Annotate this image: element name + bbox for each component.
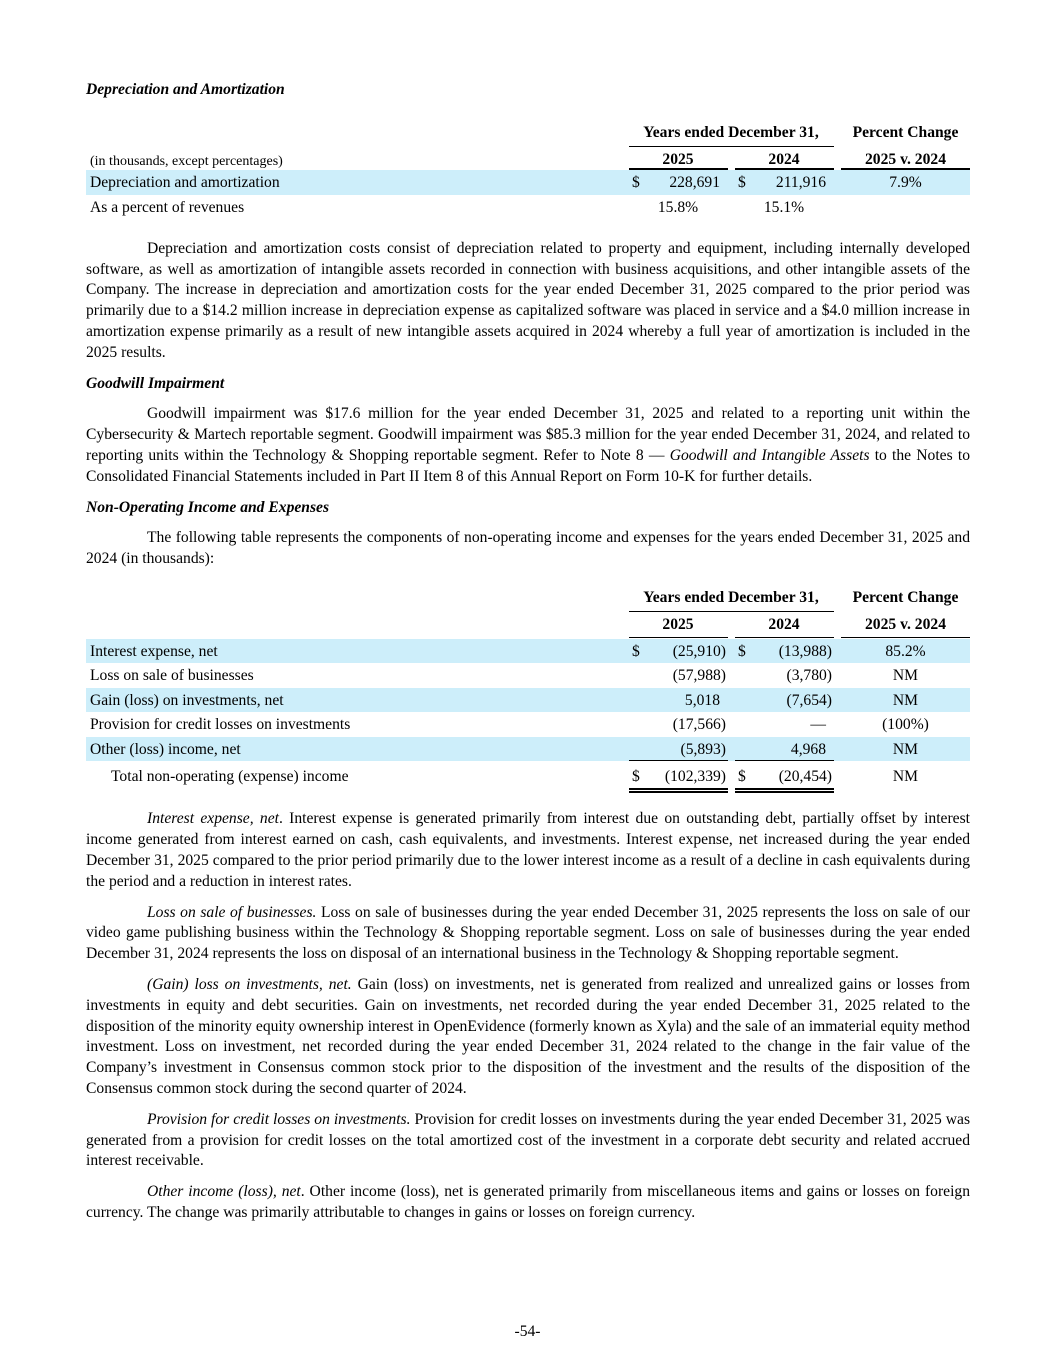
table-header-row: [86, 586, 970, 612]
paragraph-lead: (Gain) loss on investments, net.: [147, 976, 352, 994]
value-2025: 228,691: [669, 173, 720, 191]
row-label: As a percent of revenues: [90, 198, 245, 216]
col-2025: 2025: [662, 615, 694, 633]
paragraph-lead: Provision for credit losses on investments.: [147, 1110, 411, 1128]
table-row: [86, 663, 970, 688]
table-header-row: [86, 121, 970, 147]
paragraph-text: Loss on sale of businesses during the year ended December 31, 2025 represents the loss on sale of our video game publishing business within the Technology & Shopping reportable segment. Loss on sale of businesses during the year ended December 31, 2024 represents the loss on disposal of an international business in the Technology & Shopping reportable segment.: [86, 903, 971, 963]
paragraph-lead: Loss on sale of businesses.: [147, 903, 317, 921]
paragraph-lead: Interest expense, net: [147, 810, 279, 828]
page-number: -54-: [514, 1323, 541, 1340]
row-label: Other (loss) income, net: [90, 740, 241, 758]
section-heading-goodwill: Goodwill Impairment: [86, 374, 225, 392]
col-change: 2025 v. 2024: [864, 150, 946, 168]
interest-expense-paragraph: [86, 809, 970, 892]
nonoperating-intro: The following table represents the components of non-operating income and expenses for the years ended December 31, 2025 and 2024 (in thousands):: [86, 529, 970, 568]
goodwill-paragraph: [86, 404, 970, 487]
paragraph-text: . Interest expense is generated primarily from interest due on outstanding debt, partially offset by interest income generated from interest earned on cash, cash equivalents, and investments. Interest expense, net increased during the year ended December 31, 2025 compared to the prior period primarily due to the lower interest income as a result of a decline in cash equivalents during the period and a reduction in interest rates.: [86, 810, 970, 890]
dollar-sign: $: [738, 768, 746, 786]
value-2025: (57,988): [672, 667, 726, 685]
value-change: 85.2%: [885, 642, 926, 660]
goodwill-text-start: Goodwill impairment was $17.6 million for the year ended December 31, 2025 and related to a reporting unit within the Cybersecurity & Martech reportable segment. Goodwill impairment was $85.3 million for the year ended December 31, 2024, and related to reporting units within the Technology & Shopping reportable segment. Refer to Note 8 —: [86, 405, 970, 464]
row-label: Interest expense, net: [90, 642, 218, 660]
col-2024: 2024: [768, 150, 800, 168]
percent-change-header: Percent Change: [852, 588, 959, 606]
dollar-sign: $: [738, 173, 746, 191]
value-2024: (7,654): [786, 691, 832, 709]
total-change: NM: [892, 768, 919, 786]
depreciation-paragraph: Depreciation and amortization costs consist of depreciation related to property and equipment, including internally developed software, as well as amortization of intangible assets recorded in connection with business acquisitions, and other intangible assets of the Company. The increase in depreciation and amortization costs for the year ended December 31, 2025 compared to the prior period was primarily due to a $14.2 million increase in depreciation expense as capitalized software was placed in service and a $4.0 million increase in amortization expense primarily as a result of new intangible assets acquired in 2024 whereby a full year of amortization is included in the 2025 results.: [86, 239, 970, 361]
total-2025: (102,339): [664, 768, 726, 786]
goodwill-note-reference: Goodwill and Intangible Assets: [669, 446, 870, 464]
document-page: [86, 80, 970, 1234]
value-change: NM: [892, 740, 919, 758]
dollar-sign: $: [632, 768, 640, 786]
value-2024: —: [810, 716, 826, 734]
paragraph-text: . Other income (loss), net is generated primarily from miscellaneous items and gains or losses on foreign currency. The change was primarily attributable to changes in gains or losses on foreign currency.: [86, 1183, 970, 1221]
table-row: [86, 195, 970, 221]
value-2024: (3,780): [786, 667, 832, 685]
section-heading-nonoperating: Non-Operating Income and Expenses: [86, 498, 330, 516]
value-change: (100%): [882, 716, 929, 734]
col-2025: 2025: [662, 150, 694, 168]
total-2024: (20,454): [778, 768, 832, 786]
col-2024: 2024: [768, 615, 800, 633]
value-2025: 15.8%: [657, 198, 699, 216]
value-2025: (25,910): [672, 642, 726, 660]
section-heading-depreciation: Depreciation and Amortization: [86, 81, 285, 98]
value-2025: 5,018: [684, 691, 720, 709]
units-label: (in thousands, except percentages): [90, 153, 283, 169]
value-2024: (13,988): [778, 642, 832, 660]
depreciation-table: [86, 121, 970, 221]
percent-change-header: Percent Change: [852, 123, 959, 141]
row-label: Gain (loss) on investments, net: [90, 691, 284, 709]
value-change: NM: [892, 667, 919, 685]
value-2024: 15.1%: [763, 198, 805, 216]
credit-losses-paragraph: [86, 1110, 970, 1172]
value-2025: (5,893): [680, 740, 726, 758]
row-label: Provision for credit losses on investments: [90, 716, 351, 734]
paragraph-text: Provision for credit losses on investments during the year ended December 31, 2025 was generated from a provision for credit losses on the total amortized cost of the investment in a corporate debt security and related accrued interest receivable.: [86, 1110, 971, 1170]
years-ended-header: Years ended December 31,: [643, 123, 819, 141]
value-change: NM: [892, 691, 919, 709]
table-row: [86, 170, 970, 195]
row-label: Loss on sale of businesses: [90, 667, 254, 685]
dollar-sign: $: [738, 642, 746, 660]
other-income-paragraph: [86, 1182, 970, 1224]
table-row: [86, 712, 970, 737]
value-2025: (17,566): [672, 716, 726, 734]
dollar-sign: $: [632, 173, 640, 191]
table-subheader-row: [86, 612, 970, 639]
total-label: Total non-operating (expense) income: [111, 768, 349, 786]
goodwill-text-end: to the Notes to Consolidated Financial Statements included in Part II Item 8 of this Annual Report on Form 10-K for further details.: [86, 446, 970, 485]
investments-paragraph: [86, 975, 970, 1100]
years-ended-header: Years ended December 31,: [643, 588, 819, 606]
table-row: [86, 737, 970, 762]
value-change: 7.9%: [889, 173, 922, 191]
value-2024: 211,916: [775, 173, 826, 191]
table-row: [86, 688, 970, 713]
nonoperating-table: [86, 586, 970, 792]
col-change: 2025 v. 2024: [864, 615, 946, 633]
value-2024: 4,968: [790, 740, 826, 758]
loss-on-sale-paragraph: [86, 903, 970, 965]
paragraph-text: Gain (loss) on investments, net is generated from realized and unrealized gains or losses from investments in equity and debt securities. Gain on investments, net recorded during the year ended December 31, 2025 related to the disposition of the minority equity ownership interest in OpenEvidence (formerly known as Xyla) and the sale of an immaterial equity method investment. Loss on investment, net recorded during the year ended December 31, 2024 related to the change in the fair value of the Company’s investment in Consensus common stock prior to the disposition of the investment and the results of the disposition of the Consensus common stock during the second quarter of 2024.: [86, 976, 970, 1098]
table-total-row: [86, 761, 970, 791]
dollar-sign: $: [632, 642, 640, 660]
row-label: Depreciation and amortization: [90, 173, 280, 191]
paragraph-lead: Other income (loss), net: [147, 1183, 301, 1201]
table-row: [86, 639, 970, 664]
table-subheader-row: [86, 147, 970, 170]
